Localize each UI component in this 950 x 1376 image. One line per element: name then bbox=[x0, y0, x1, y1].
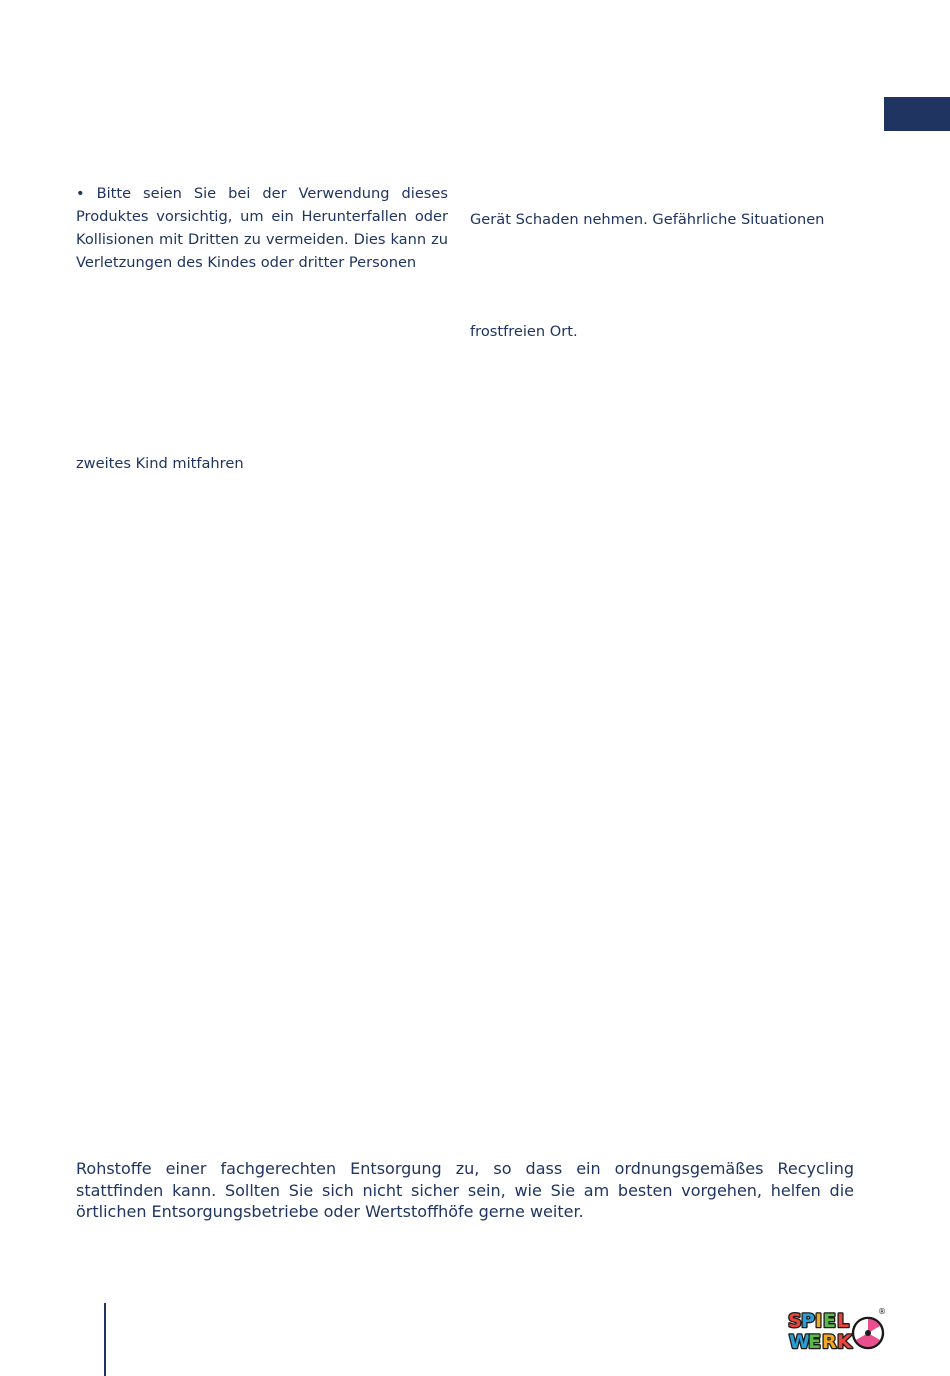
spielwerk-logo bbox=[786, 1306, 886, 1354]
logo-letter-p: P bbox=[801, 1310, 815, 1332]
logo-letter-e2: E bbox=[808, 1331, 821, 1353]
damage-fragment: Gerät Schaden nehmen. Gefährliche Situationen bbox=[470, 211, 825, 228]
logo-letter-s: S bbox=[788, 1310, 802, 1332]
logo-letter-l: L bbox=[837, 1310, 850, 1332]
logo-letter-e: E bbox=[823, 1310, 836, 1332]
logo-letter-r: R bbox=[822, 1331, 837, 1353]
frost-fragment: frostfreien Ort. bbox=[470, 323, 578, 340]
safety-bullet-paragraph: • Bitte seien Sie bei der Verwendung dieses Produktes vorsichtig, um ein Herunterfallen oder Kollisionen mit Dritten zu vermeiden. Dies kann zu Verletzungen des Kindes oder dritter Personen bbox=[76, 185, 448, 271]
logo-letter-w: W bbox=[789, 1331, 810, 1353]
recycling-paragraph bbox=[76, 1158, 854, 1223]
wheel-icon bbox=[853, 1318, 883, 1348]
spielwerk-logo-graphic bbox=[786, 1306, 886, 1354]
logo-letter-k: K bbox=[837, 1331, 852, 1353]
recycling-text: Rohstoffe einer fachgerechten Entsorgung zu, so dass ein ordnungsgemäßes Recycling stattfinden kann. Sollten Sie sich nicht sicher sein, wie Sie am besten vorgehen, helfen die örtlichen Entsorgungsbetriebe oder Wertstoffhöfe gerne weiter. bbox=[76, 1159, 854, 1221]
footer-vertical-rule bbox=[104, 1303, 106, 1376]
left-column bbox=[76, 182, 448, 274]
registered-mark: ® bbox=[878, 1307, 886, 1316]
logo-letter-i: I bbox=[815, 1310, 823, 1332]
child-fragment: zweites Kind mitfahren bbox=[76, 455, 244, 472]
section-tab-marker bbox=[884, 97, 950, 131]
